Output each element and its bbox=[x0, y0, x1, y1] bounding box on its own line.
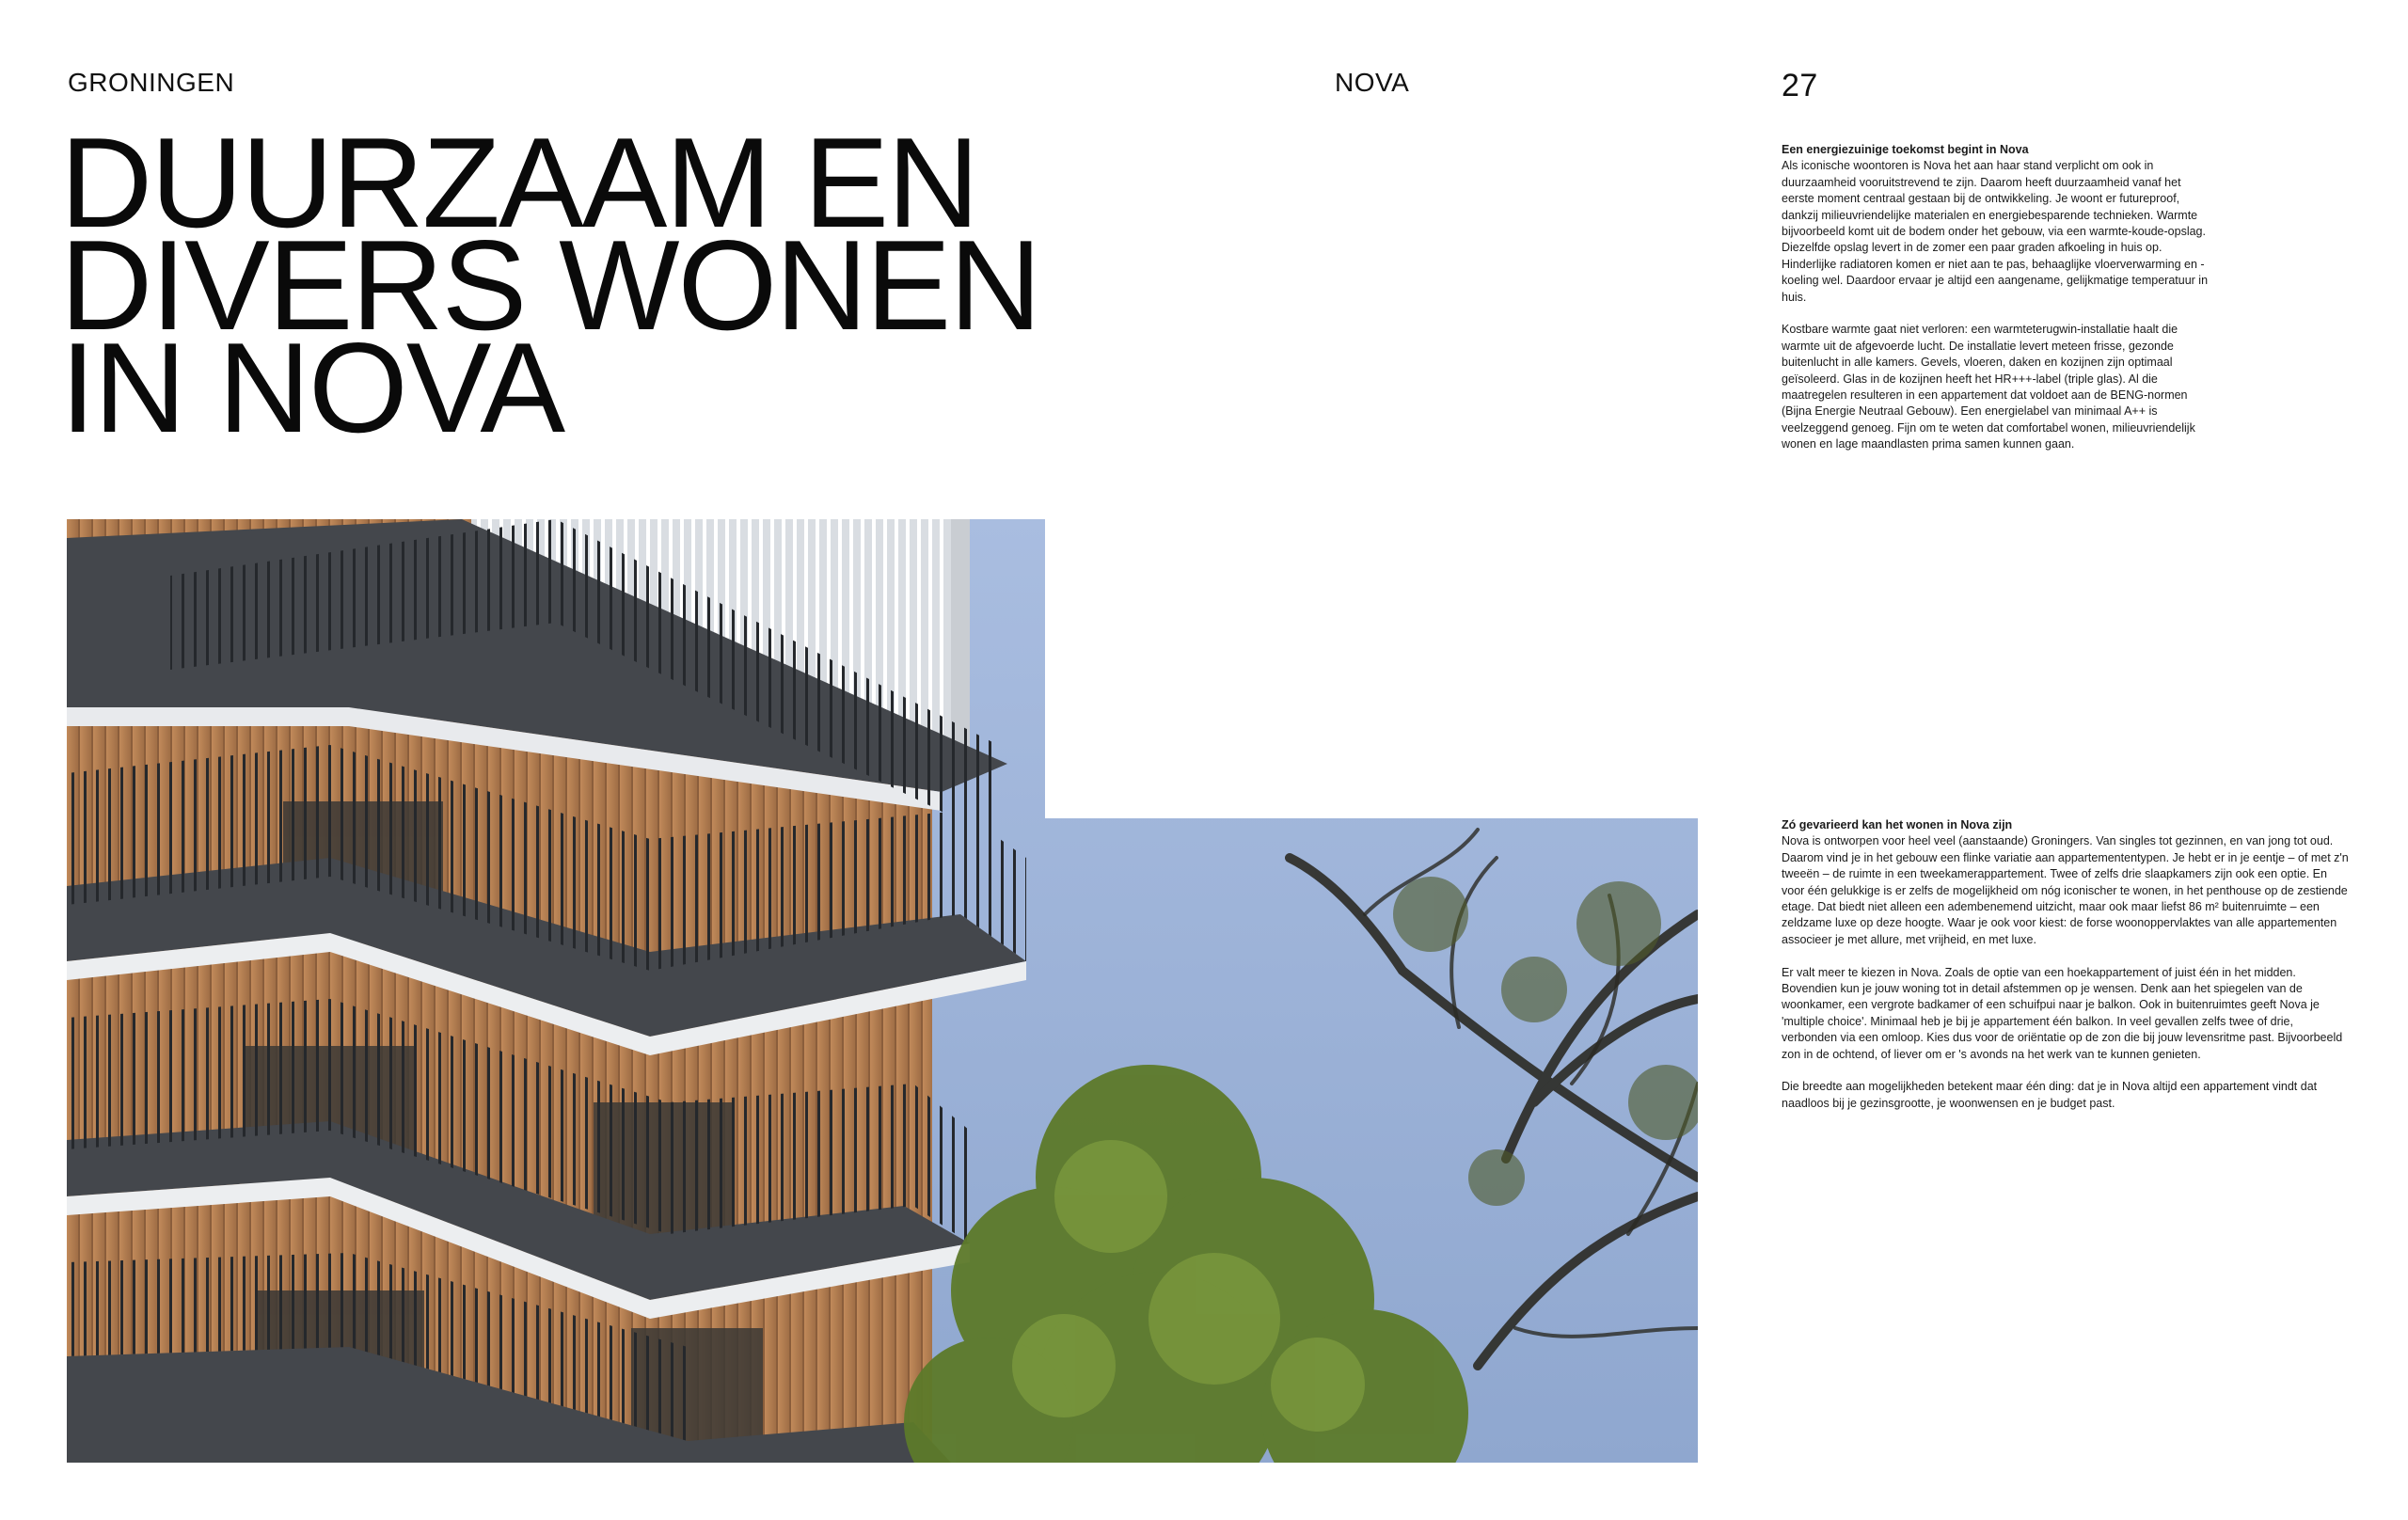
variety-paragraph-3: Die breedte aan mogelijkheden betekent maar één ding: dat je in Nova altijd een appartement vindt dat naadloos bij je gezinsgrootte, je woonwensen en je budget past. bbox=[1782, 1080, 2318, 1110]
sustainability-paragraph-1: Als iconische woontoren is Nova het aan haar stand verplicht om ook in duurzaamheid vooruitstrevend te zijn. Daarom heeft duurzaamheid vanaf het eerste moment centraal gestaan bij de ontwikkeling. Je woont er futureproof, dankzij milieuvriendelijke materialen en energiebesparende technieken. Warmte bijvoorbeeld komt uit de bodem onder het gebouw, via een warmte-koude-opslag. Diezelfde opslag levert in de zomer een paar graden afkoeling in huis op. Hinderlijke radiatoren komen er niet aan te pas, behaaglijke vloerverwarming en -koeling wel. Daardoor ervaar je altijd een aangename, gelijkmatige temperatuur in huis. bbox=[1782, 159, 2209, 304]
variety-section bbox=[1782, 817, 2351, 1129]
title-line-1: DUURZAAM EN bbox=[60, 111, 978, 254]
sustainability-heading: Een energiezuinige toekomst begint in Nova bbox=[1782, 143, 2029, 156]
header-brand: NOVA bbox=[1335, 68, 1410, 97]
page-title bbox=[60, 111, 1040, 459]
variety-paragraph-1: Nova is ontworpen voor heel veel (aanstaande) Groningers. Van singles tot gezinnen, en van jong tot oud. Daarom vind je in het gebouw een flinke variatie aan appartemententypen. Je hebt er in je eentje – of met z'n tweeën – de ruimte in een tweekamerappartement. Twee of zelfs drie slaapkamers zijn ook een optie. En voor één gelukkige is er zelfs de mogelijkheid om nóg iconischer te wonen, in het penthouse op de zestiende etage. Dat biedt niet alleen een adembenemend uitzicht, maar ook maar liefst 86 m² buitenruimte – een zeldzame luxe op deze hoogte. Waar je ook voor kiest: de forse woonoppervlaktes van alle appartementen associeer je met allure, met vrijheid, en met luxe. bbox=[1782, 834, 2349, 946]
title-line-3: IN NOVA bbox=[60, 316, 564, 459]
title-line-2: DIVERS WONEN bbox=[60, 214, 1040, 356]
page-number: 27 bbox=[1782, 68, 1818, 103]
sustainability-section bbox=[1782, 142, 2210, 469]
building-photo bbox=[67, 519, 1698, 1463]
variety-paragraph-2: Er valt meer te kiezen in Nova. Zoals de optie van een hoekappartement of juist één in het midden. Bovendien kun je jouw woning tot in detail afstemmen op je wensen. Denk aan het spiegelen van de woonkamer, een vergrote badkamer of een schuifpui naar je balkon. Ook in buitenruimtes geeft Nova je 'multiple choice'. Minimaal heb je bij je appartement één balkon. In veel gevallen zelfs twee of drie, verbonden via een omloop. Kies dus voor de oriëntatie op de zon die bij jouw levensritme past. Bijvoorbeeld zon in de ochtend, of liever om er 's avonds na het werk van te kunnen genieten. bbox=[1782, 965, 2343, 1061]
variety-heading: Zó gevarieerd kan het wonen in Nova zijn bbox=[1782, 818, 2013, 831]
sustainability-paragraph-2: Kostbare warmte gaat niet verloren: een warmteterugwin-installatie haalt die warmte uit de afgevoerde lucht. De installatie levert meteen frisse, gezonde buitenlucht in alle kamers. Gevels, vloeren, daken en kozijnen zijn optimaal geïsoleerd. Glas in de kozijnen heeft het HR+++-label (triple glas). Al die maatregelen resulteren in een appartement dat voldoet aan de BENG-normen (Bijna Energie Neutraal Gebouw). Een energielabel van minimaal A++ is veelzeggend genoeg. Fijn om te weten dat comfortabel wonen, milieuvriendelijk wonen en lage maandlasten prima samen kunnen gaan. bbox=[1782, 323, 2195, 451]
header-city: GRONINGEN bbox=[68, 68, 235, 97]
